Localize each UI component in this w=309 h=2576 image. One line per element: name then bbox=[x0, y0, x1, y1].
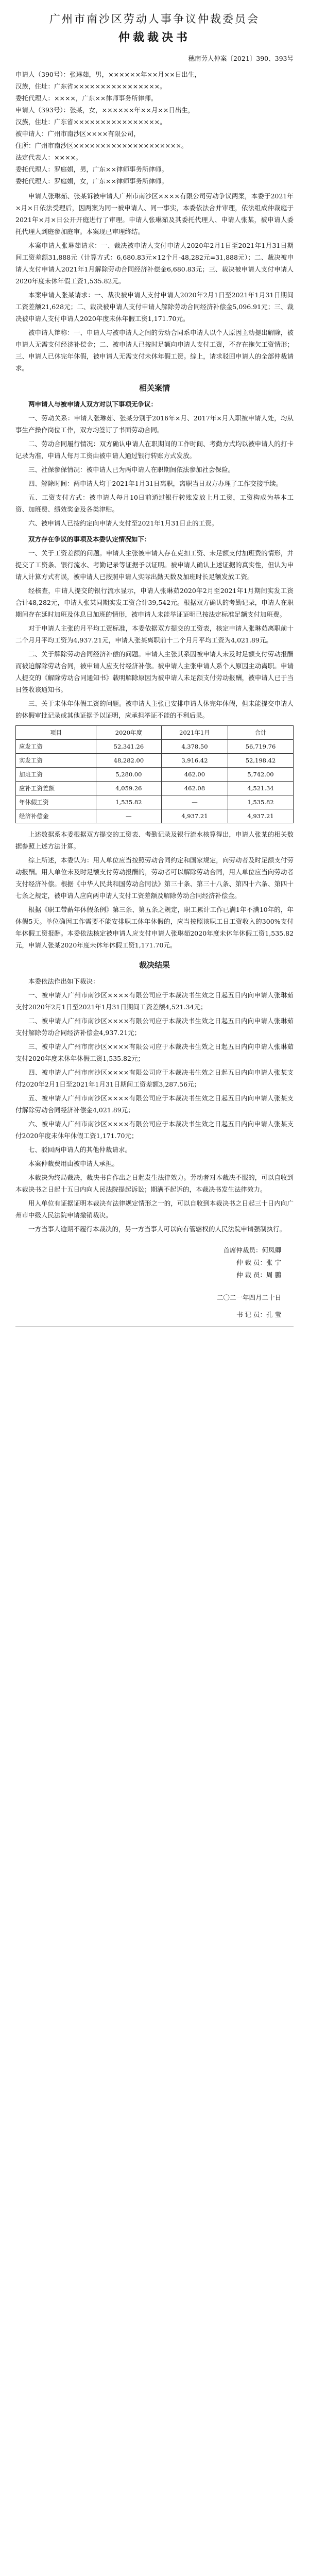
table-header-cell: 2021年1月 bbox=[161, 726, 228, 740]
table-row bbox=[16, 754, 294, 768]
table-cell: 52,198.42 bbox=[228, 754, 294, 768]
party-line: 申请人（390号）：张琳茹，男，××××××年××月××日出生， bbox=[15, 71, 201, 78]
party-line: 法定代表人：××××。 bbox=[15, 154, 82, 161]
disputed-item: 经核查，申请人提交的银行流水显示，申请人张琳茹2020年2月至2021年1月期间实发工资合计48,282元，申请人张某同期实发工资合计39,542元。根据双方确认的考勤记录，申请人在职期间存在延时加班及休息日加班的情形，被申请人未能举证证明已按法定标准足额支付加班费。 bbox=[15, 587, 294, 618]
section-heading-ruling: 裁决结果 bbox=[139, 960, 170, 970]
table-row bbox=[16, 795, 294, 809]
undisputed-item: 三、社保参保情况：被申请人已为两申请人在职期间依法参加社会保险。 bbox=[28, 466, 235, 473]
party-line: 申请人（393号）：张某，女，××××××年××月××日出生， bbox=[15, 106, 195, 114]
ruling-item: 五、被申请人广州市南沙区××××有限公司应于本裁决书生效之日起五日内向申请人张某支付解除劳动合同经济补偿金4,021.89元； bbox=[15, 1094, 294, 1114]
table-cell: 462.08 bbox=[161, 782, 228, 795]
subheading-undisputed: 两申请人与被申请人双方对以下事项无争议： bbox=[28, 400, 158, 408]
table-cell: 3,916.42 bbox=[161, 754, 228, 768]
intro-block bbox=[15, 190, 294, 374]
ruling-item: 六、被申请人广州市南沙区××××有限公司应于本裁决书生效之日起五日内向申请人张某支付2020年度未休年休假工资1,171.70元； bbox=[15, 1120, 294, 1140]
table-cell: — bbox=[96, 809, 161, 823]
table-header-cell: 2020年度 bbox=[96, 726, 161, 740]
issuing-organization: 广州市南沙区劳动人事争议仲裁委员会 bbox=[49, 13, 260, 25]
analysis-paragraph: 根据《职工带薪年休假条例》第三条、第五条之规定，职工累计工作已满1年不满10年的，年休假5天。单位确因工作需要不能安排职工休年休假的，应当按照该职工日工资收入的300%支付年休假工资报酬。本委依法核定被申请人应支付申请人张琳茹2020年度未休年休假工资1,535.82元，申请人张某2020年度未休年休假工资1,171.70元。 bbox=[15, 906, 294, 949]
ruling-item: 二、被申请人广州市南沙区××××有限公司应于本裁决书生效之日起五日内向申请人张琳茹支付解除劳动合同经济补偿金4,937.21元； bbox=[15, 1017, 294, 1037]
party-line: 汉族，住址：广东省××××××××××××××××。 bbox=[15, 82, 166, 90]
arbitrator: 仲 裁 员：张 宁 bbox=[236, 1259, 281, 1266]
disputed-item: 二、关于解除劳动合同经济补偿的问题。申请人主张其系因被申请人未及时足额支付劳动报酬而被迫解除劳动合同，被申请人应支付经济补偿。被申请人主张申请人系个人原因主动离职。申请人提交的《解除劳动合同通知书》载明解除原因为被申请人未足额支付劳动报酬，被申请人已于当日签收该通知书。 bbox=[15, 650, 294, 693]
table-cell: 应发工资 bbox=[16, 740, 96, 754]
table-cell: 应补工资差额 bbox=[16, 782, 96, 795]
intro-paragraph: 被申请人辩称：一、申请人与被申请人之间的劳动合同系申请人以个人原因主动提出解除，被申请人无需支付经济补偿金；二、被申请人已按时足额向申请人支付工资，不存在拖欠工资情形；三、申请人已休完年休假，被申请人无需支付未休年假工资。综上，请求驳回申请人的全部仲裁请求。 bbox=[15, 329, 294, 372]
party-line: 被申请人：广州市南沙区××××有限公司， bbox=[15, 130, 140, 138]
ruling-intro: 本委依法作出如下裁决： bbox=[28, 977, 99, 985]
closing-paragraph: 本案仲裁费用由被申请人承担。 bbox=[28, 1160, 119, 1167]
section-heading-facts: 相关案情 bbox=[139, 383, 170, 393]
wage-calculation-table bbox=[15, 725, 294, 823]
party-line: 汉族，住址：广东省××××××××××××××××。 bbox=[15, 118, 166, 126]
closing-paragraph: 本裁决为终局裁决，裁决书自作出之日起发生法律效力。劳动者对本裁决不服的，可以自收到本裁决书之日起十五日内向人民法院提起诉讼；期满不起诉的，本裁决书发生法律效力。 bbox=[15, 1174, 294, 1193]
table-cell: 462.00 bbox=[161, 768, 228, 782]
ruling-item: 四、被申请人广州市南沙区××××有限公司应于本裁决书生效之日起五日内向申请人张某支付2020年2月1日至2021年1月31日期间工资差额3,287.56元； bbox=[15, 1069, 294, 1088]
document-page bbox=[15, 0, 294, 1340]
undisputed-item: 一、劳动关系：申请人张琳茹、张某分别于2016年×月、2017年×月入职被申请人处，均从事生产操作岗位工作，双方均签订了书面劳动合同。 bbox=[15, 414, 294, 434]
table-row bbox=[16, 809, 294, 823]
table-cell: 5,742.00 bbox=[228, 768, 294, 782]
analysis-paragraph: 上述数据系本委根据双方提交的工资表、考勤记录及银行流水核算得出，申请人张某的相关数据参照上述方法计算。 bbox=[15, 831, 294, 850]
table-cell: 5,280.00 bbox=[96, 768, 161, 782]
table-header-cell: 合计 bbox=[228, 726, 294, 740]
table-cell: 4,937.21 bbox=[228, 809, 294, 823]
table-cell: 52,341.26 bbox=[96, 740, 161, 754]
closing-paragraph: 一方当事人逾期不履行本裁决的，另一方当事人可以向有管辖权的人民法院申请强制执行。 bbox=[28, 1225, 286, 1233]
table-cell: 年休假工资 bbox=[16, 795, 96, 809]
undisputed-item: 五、工资支付方式：被申请人每月10日前通过银行转账发放上月工资，工资构成为基本工资、加班费、绩效奖金及各类津贴。 bbox=[15, 494, 294, 513]
ruling-item: 七、驳回两申请人的其他仲裁请求。 bbox=[28, 1146, 132, 1154]
ruling-list bbox=[15, 989, 294, 1156]
parties-block bbox=[15, 69, 294, 187]
party-line: 委托代理人：罗庭娟，女，广东××律师事务所律师。 bbox=[15, 177, 168, 185]
table-cell: 48,282.00 bbox=[96, 754, 161, 768]
clerk: 书 记 员：孔 莹 bbox=[236, 1311, 281, 1318]
table-cell: 加班工资 bbox=[16, 768, 96, 782]
undisputed-item: 二、劳动合同履行情况：双方确认申请人在职期间的工作时间、考勤方式均以被申请人的打卡记录为准，申请人每月工资由被申请人通过银行转账方式发放。 bbox=[15, 440, 294, 460]
analysis-block bbox=[15, 828, 294, 951]
party-line: 委托代理人：罗庭娟，男，广东××律师事务所律师。 bbox=[15, 165, 168, 173]
disputed-item: 三、关于未休年休假工资的问题。被申请人主张已安排申请人休完年休假，但未能提交申请人的休假审批记录或其他证据予以证明，应承担举证不能的不利后果。 bbox=[15, 700, 294, 719]
table-cell: 4,059.26 bbox=[96, 782, 161, 795]
analysis-paragraph: 综上所述，本委认为：用人单位应当按照劳动合同约定和国家规定，向劳动者及时足额支付劳动报酬。用人单位未及时足额支付劳动报酬的，劳动者可以解除劳动合同，用人单位应当向劳动者支付经济补偿。根据《中华人民共和国劳动合同法》第三十条、第三十八条、第四十六条、第四十七条之规定，被申请人应向两申请人支付工资差额及解除劳动合同经济补偿金。 bbox=[15, 856, 294, 900]
closing-block bbox=[15, 1158, 294, 1235]
table-cell: 实发工资 bbox=[16, 754, 96, 768]
undisputed-list bbox=[15, 412, 294, 529]
arbitrator: 仲 裁 员：周 鹏 bbox=[236, 1271, 281, 1279]
table-cell: 1,535.82 bbox=[96, 795, 161, 809]
party-line: 住所：广州市南沙区××××××××××××××××××××。 bbox=[15, 142, 188, 149]
document-title: 仲裁裁决书 bbox=[118, 31, 191, 44]
disputed-item: 一、关于工资差额的问题。申请人主张被申请人存在克扣工资、未足额支付加班费的情形，并提交了工资条、银行流水、考勤记录等证据予以证明。被申请人确认上述证据的真实性，但认为申请人计算方式有误，被申请人已按照申请人实际出勤天数及加班时长足额发放工资。 bbox=[15, 549, 294, 581]
ruling-item: 三、被申请人广州市南沙区××××有限公司应于本裁决书生效之日起五日内向申请人张琳茹支付2020年度未休年休假工资1,535.82元； bbox=[15, 1043, 294, 1062]
table-cell: — bbox=[161, 795, 228, 809]
undisputed-item: 四、解除时间：两申请人均于2021年1月31日离职，离职当日双方办理了工作交接手续。 bbox=[28, 480, 283, 487]
intro-paragraph: 本案申请人张琳茹请求：一、裁决被申请人支付申请人2020年2月1日至2021年1月31日期间工资差额31,888元（计算方式：6,680.83元×12个月-48,282元=31,888元）；二、裁决被申请人支付申请人2021年1月解除劳动合同经济补偿金6,680.83元；三、裁决被申请人支付申请人2020年度未休年假工资1,535.82元。 bbox=[15, 242, 294, 285]
disputed-list bbox=[15, 547, 294, 721]
intro-paragraph: 本案申请人张某请求：一、裁决被申请人支付申请人2020年2月1日至2021年1月31日期间工资差额21,628元；二、裁决被申请人支付申请人解除劳动合同经济补偿金5,096.91元；三、裁决被申请人支付申请人2020年度未休年假工资1,171.70元。 bbox=[15, 291, 294, 323]
table-row bbox=[16, 740, 294, 754]
table-cell: 4,937.21 bbox=[161, 809, 228, 823]
table-header-cell: 项目 bbox=[16, 726, 96, 740]
case-number: 穗南劳人仲案〔2021〕390、393号 bbox=[188, 55, 294, 62]
table-row bbox=[16, 782, 294, 795]
table-header-row bbox=[16, 726, 294, 740]
disputed-item: 对于申请人主张的月平均工资标准，本委依据双方提交的工资表，核定申请人张琳茹离职前十二个月月平均工资为4,937.21元，申请人张某离职前十二个月月平均工资为4,021.89元。 bbox=[15, 624, 294, 644]
undisputed-item: 六、被申请人已按约定向申请人支付至2021年1月31日止的工资。 bbox=[28, 519, 218, 527]
table-cell: 1,535.82 bbox=[228, 795, 294, 809]
ruling-item: 一、被申请人广州市南沙区××××有限公司应于本裁决书生效之日起五日内向申请人张琳茹支付2020年2月1日至2021年1月31日期间工资差额4,521.34元； bbox=[15, 991, 294, 1011]
subheading-disputed: 双方存在争议的事项及本委认定情况如下： bbox=[28, 535, 151, 543]
signature-block bbox=[15, 1244, 281, 1281]
chief-arbitrator: 首席仲裁员：何凤卿 bbox=[223, 1246, 281, 1254]
ruling-date: 二〇二一年四月二十日 bbox=[216, 1294, 281, 1301]
table-cell: 4,521.34 bbox=[228, 782, 294, 795]
table-cell: 4,378.50 bbox=[161, 740, 228, 754]
party-line: 委托代理人：××××，广东××律师事务所律师。 bbox=[15, 94, 158, 102]
table-cell: 经济补偿金 bbox=[16, 809, 96, 823]
closing-paragraph: 用人单位有证据证明本裁决有法律规定情形之一的，可以自收到本裁决书之日起三十日内向广州市中级人民法院申请撤销裁决。 bbox=[15, 1199, 294, 1219]
table-row bbox=[16, 768, 294, 782]
intro-paragraph: 申请人张琳茹、张某诉被申请人广州市南沙区××××有限公司劳动争议两案，本委于2021年×月×日依法受理后，因两案为同一被申请人、同一事实，本委依法合并审理，依法组成仲裁庭于2021年×月×日公开开庭进行了审理。申请人张琳茹及其委托代理人、申请人张某，被申请人委托代理人到庭参加庭审。本案现已审理终结。 bbox=[15, 192, 294, 235]
table-cell: 56,719.76 bbox=[228, 740, 294, 754]
